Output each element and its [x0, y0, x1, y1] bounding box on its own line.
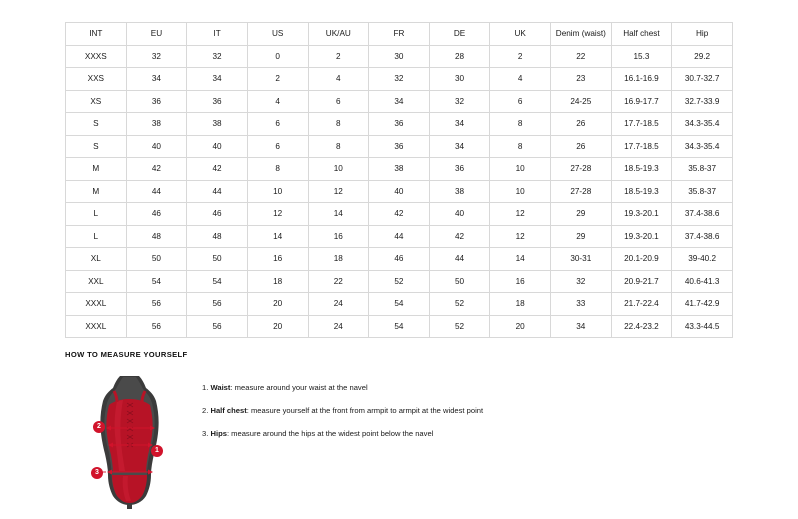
- table-cell: 29: [551, 203, 612, 226]
- measure-instruction-term: Half chest: [210, 406, 247, 416]
- table-cell: 35.8-37: [672, 180, 733, 203]
- table-row: [66, 248, 733, 271]
- table-cell: 50: [187, 248, 248, 271]
- table-cell: 56: [126, 293, 187, 316]
- table-cell: 42: [429, 225, 490, 248]
- table-cell: 32: [551, 270, 612, 293]
- table-cell: 16: [247, 248, 308, 271]
- table-cell: 26: [551, 135, 612, 158]
- table-cell: 16.9-17.7: [611, 90, 672, 113]
- table-cell: XXXL: [66, 315, 127, 338]
- table-cell: 54: [369, 293, 430, 316]
- table-cell: 12: [490, 225, 551, 248]
- table-cell: XXXS: [66, 45, 127, 68]
- table-header-cell: Denim (waist): [551, 23, 612, 46]
- measure-instruction-text: : measure around your waist at the navel: [230, 383, 368, 392]
- table-cell: 24: [308, 315, 369, 338]
- table-cell: 19.3-20.1: [611, 225, 672, 248]
- table-cell: S: [66, 135, 127, 158]
- measure-marker-3: 3: [91, 467, 103, 479]
- table-cell: 30.7-32.7: [672, 68, 733, 91]
- table-cell: 32.7-33.9: [672, 90, 733, 113]
- table-cell: 0: [247, 45, 308, 68]
- table-cell: 4: [308, 68, 369, 91]
- table-cell: 32: [429, 90, 490, 113]
- table-cell: 14: [490, 248, 551, 271]
- table-cell: 48: [126, 225, 187, 248]
- table-cell: 23: [551, 68, 612, 91]
- table-cell: 12: [308, 180, 369, 203]
- table-cell: 24: [308, 293, 369, 316]
- table-cell: 37.4-38.6: [672, 203, 733, 226]
- table-row: [66, 225, 733, 248]
- table-cell: 8: [308, 135, 369, 158]
- table-cell: 20: [490, 315, 551, 338]
- table-cell: 56: [187, 293, 248, 316]
- table-cell: 12: [247, 203, 308, 226]
- table-cell: 40: [429, 203, 490, 226]
- table-cell: 17.7-18.5: [611, 135, 672, 158]
- table-cell: 42: [126, 158, 187, 181]
- table-cell: S: [66, 113, 127, 136]
- table-cell: 33: [551, 293, 612, 316]
- table-cell: 40.6-41.3: [672, 270, 733, 293]
- table-cell: 18.5-19.3: [611, 180, 672, 203]
- table-cell: 6: [247, 113, 308, 136]
- table-cell: 35.8-37: [672, 158, 733, 181]
- how-to-measure-body: [65, 371, 745, 511]
- table-cell: 40: [187, 135, 248, 158]
- table-cell: 48: [187, 225, 248, 248]
- table-cell: 34.3-35.4: [672, 113, 733, 136]
- table-cell: M: [66, 158, 127, 181]
- table-cell: 17.7-18.5: [611, 113, 672, 136]
- table-header-cell: Hip: [672, 23, 733, 46]
- table-cell: XXXL: [66, 293, 127, 316]
- how-to-measure-title: HOW TO MEASURE YOURSELF: [65, 350, 188, 359]
- table-cell: 36: [369, 135, 430, 158]
- table-body: [66, 45, 733, 338]
- table-cell: 27-28: [551, 158, 612, 181]
- measure-instruction-term: Waist: [210, 383, 231, 392]
- table-cell: 34: [551, 315, 612, 338]
- table-cell: 10: [247, 180, 308, 203]
- table-row: [66, 158, 733, 181]
- table-cell: 10: [490, 158, 551, 181]
- table-cell: 29.2: [672, 45, 733, 68]
- table-cell: 40: [369, 180, 430, 203]
- table-cell: 44: [187, 180, 248, 203]
- table-row: [66, 135, 733, 158]
- table-cell: XL: [66, 248, 127, 271]
- table-cell: 56: [187, 315, 248, 338]
- table-cell: 4: [490, 68, 551, 91]
- table-header-cell: INT: [66, 23, 127, 46]
- measure-instruction-index: 2.: [202, 406, 209, 416]
- table-cell: 44: [126, 180, 187, 203]
- table-row: [66, 293, 733, 316]
- table-cell: 42: [369, 203, 430, 226]
- table-cell: 40: [126, 135, 187, 158]
- measure-marker-2: 2: [93, 421, 105, 433]
- size-chart-table-wrapper: [65, 22, 733, 338]
- table-header-cell: US: [247, 23, 308, 46]
- table-row: [66, 90, 733, 113]
- table-header-cell: UK/AU: [308, 23, 369, 46]
- table-cell: 39-40.2: [672, 248, 733, 271]
- table-cell: 38: [187, 113, 248, 136]
- table-cell: 8: [308, 113, 369, 136]
- table-cell: 32: [187, 45, 248, 68]
- table-cell: 29: [551, 225, 612, 248]
- table-cell: 21.7-22.4: [611, 293, 672, 316]
- table-cell: 4: [247, 90, 308, 113]
- table-cell: 22.4-23.2: [611, 315, 672, 338]
- table-cell: 20.9-21.7: [611, 270, 672, 293]
- table-row: [66, 203, 733, 226]
- table-cell: 46: [369, 248, 430, 271]
- table-cell: 10: [490, 180, 551, 203]
- table-cell: M: [66, 180, 127, 203]
- table-cell: 20: [247, 293, 308, 316]
- table-cell: 34: [187, 68, 248, 91]
- table-cell: 16: [308, 225, 369, 248]
- table-cell: 26: [551, 113, 612, 136]
- table-cell: 30: [369, 45, 430, 68]
- table-cell: 41.7-42.9: [672, 293, 733, 316]
- table-cell: 8: [247, 158, 308, 181]
- table-cell: 2: [308, 45, 369, 68]
- table-cell: 52: [429, 315, 490, 338]
- measure-instructions-list: [202, 371, 483, 452]
- table-cell: 18: [308, 248, 369, 271]
- table-cell: L: [66, 203, 127, 226]
- measure-marker-1: 1: [151, 445, 163, 457]
- table-row: [66, 113, 733, 136]
- table-cell: 2: [490, 45, 551, 68]
- table-cell: 46: [126, 203, 187, 226]
- table-cell: 22: [551, 45, 612, 68]
- table-cell: 34: [126, 68, 187, 91]
- table-cell: 34: [429, 135, 490, 158]
- table-row: [66, 45, 733, 68]
- table-cell: 43.3-44.5: [672, 315, 733, 338]
- table-row: [66, 180, 733, 203]
- table-cell: 36: [369, 113, 430, 136]
- table-cell: 46: [187, 203, 248, 226]
- table-cell: 6: [247, 135, 308, 158]
- table-row: [66, 68, 733, 91]
- table-cell: 54: [126, 270, 187, 293]
- table-cell: 8: [490, 113, 551, 136]
- measure-instruction: [202, 429, 483, 438]
- table-cell: 10: [308, 158, 369, 181]
- table-cell: 38: [126, 113, 187, 136]
- measure-instruction-term: Hips: [210, 429, 227, 439]
- table-cell: 16: [490, 270, 551, 293]
- table-cell: 20: [247, 315, 308, 338]
- table-cell: 16.1-16.9: [611, 68, 672, 91]
- table-cell: 54: [187, 270, 248, 293]
- table-cell: 22: [308, 270, 369, 293]
- table-header-cell: IT: [187, 23, 248, 46]
- table-cell: 15.3: [611, 45, 672, 68]
- table-cell: 37.4-38.6: [672, 225, 733, 248]
- table-cell: 28: [429, 45, 490, 68]
- table-cell: 34: [429, 113, 490, 136]
- table-cell: 36: [126, 90, 187, 113]
- table-cell: 44: [369, 225, 430, 248]
- table-header-cell: DE: [429, 23, 490, 46]
- table-cell: 34: [369, 90, 430, 113]
- table-cell: 14: [247, 225, 308, 248]
- table-cell: 24-25: [551, 90, 612, 113]
- table-cell: 32: [369, 68, 430, 91]
- table-cell: 18: [247, 270, 308, 293]
- measure-instruction-text: : measure yourself at the front from armpit to armpit at the widest point: [246, 406, 484, 416]
- table-cell: XXL: [66, 270, 127, 293]
- table-cell: 54: [369, 315, 430, 338]
- measure-instruction-index: 1.: [202, 383, 209, 392]
- table-cell: 50: [126, 248, 187, 271]
- table-header-cell: EU: [126, 23, 187, 46]
- table-cell: 20.1-20.9: [611, 248, 672, 271]
- measure-instruction: [202, 383, 483, 392]
- table-header-cell: FR: [369, 23, 430, 46]
- table-cell: 2: [247, 68, 308, 91]
- table-cell: 36: [187, 90, 248, 113]
- table-cell: XS: [66, 90, 127, 113]
- table-header-cell: Half chest: [611, 23, 672, 46]
- table-cell: 42: [187, 158, 248, 181]
- table-cell: 38: [369, 158, 430, 181]
- table-cell: 56: [126, 315, 187, 338]
- table-cell: 44: [429, 248, 490, 271]
- table-cell: 8: [490, 135, 551, 158]
- table-cell: L: [66, 225, 127, 248]
- table-cell: 32: [126, 45, 187, 68]
- table-cell: 50: [429, 270, 490, 293]
- table-cell: 19.3-20.1: [611, 203, 672, 226]
- measure-instruction-index: 3.: [202, 429, 209, 439]
- table-header-row: [66, 23, 733, 46]
- table-row: [66, 270, 733, 293]
- table-cell: 30-31: [551, 248, 612, 271]
- table-cell: 38: [429, 180, 490, 203]
- table-cell: 12: [490, 203, 551, 226]
- table-cell: 6: [308, 90, 369, 113]
- table-cell: 27-28: [551, 180, 612, 203]
- table-cell: 6: [490, 90, 551, 113]
- table-cell: 52: [429, 293, 490, 316]
- table-row: [66, 315, 733, 338]
- table-cell: 34.3-35.4: [672, 135, 733, 158]
- table-cell: 18.5-19.3: [611, 158, 672, 181]
- table-header-cell: UK: [490, 23, 551, 46]
- table-cell: 30: [429, 68, 490, 91]
- table-cell: 36: [429, 158, 490, 181]
- how-to-measure-section: [65, 350, 745, 511]
- table-header: [66, 23, 733, 46]
- mannequin-figure: [65, 371, 190, 511]
- table-cell: 18: [490, 293, 551, 316]
- table-cell: 52: [369, 270, 430, 293]
- size-chart-table: [65, 22, 733, 338]
- table-cell: XXS: [66, 68, 127, 91]
- measure-instruction: [202, 406, 483, 415]
- table-cell: 14: [308, 203, 369, 226]
- mannequin-illustration-svg: [65, 371, 190, 511]
- measure-instruction-text: : measure around the hips at the widest point below the navel: [226, 429, 434, 439]
